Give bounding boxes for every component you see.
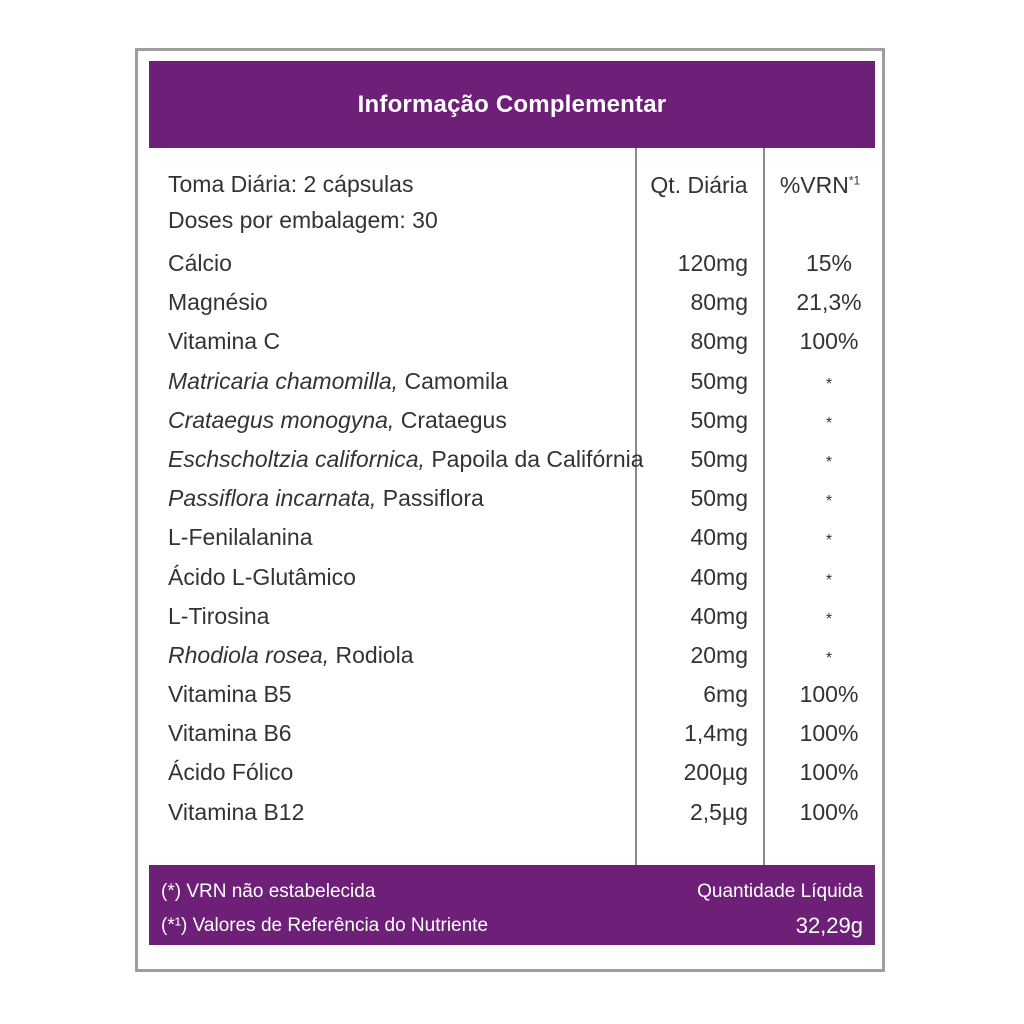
common-name: L-Tirosina	[168, 602, 270, 629]
vrn-percent: *	[825, 610, 833, 628]
common-name: Vitamina B5	[168, 681, 292, 708]
vrn-percent: 100%	[799, 759, 859, 786]
footnote-vrn-not-established: (*) VRN não estabelecida	[161, 881, 376, 902]
nutrient-name	[168, 289, 268, 316]
daily-quantity: 1,4mg	[684, 720, 748, 747]
common-name: Passiflora	[376, 485, 484, 512]
daily-quantity: 40mg	[690, 524, 748, 551]
common-name: Ácido L-Glutâmico	[168, 563, 356, 590]
common-name: Cálcio	[168, 250, 232, 276]
nutrient-name	[168, 681, 292, 708]
table-footer	[149, 865, 875, 945]
nutrient-name	[168, 407, 507, 434]
common-name: Vitamina B6	[168, 720, 292, 747]
nutrient-name	[168, 642, 414, 669]
nutrient-name	[168, 485, 484, 512]
table-row	[0, 677, 1024, 716]
vrn-percent: 100%	[799, 798, 859, 825]
nutrient-rows	[0, 246, 1024, 834]
common-name: Vitamina B12	[168, 798, 305, 825]
daily-quantity: 40mg	[690, 602, 748, 629]
table-row	[0, 285, 1024, 324]
vrn-percent: *	[825, 375, 833, 393]
net-quantity	[697, 875, 863, 943]
common-name: Magnésio	[168, 289, 268, 316]
daily-intake: Toma Diária: 2 cápsulas	[168, 171, 414, 197]
vrn-percent: 100%	[799, 328, 859, 355]
daily-quantity: 2,5µg	[689, 798, 748, 825]
common-name: Crataegus	[394, 406, 507, 433]
latin-name: Eschscholtzia californica,	[168, 445, 425, 472]
table-row	[0, 403, 1024, 442]
table-row	[0, 560, 1024, 599]
latin-name: Crataegus monogyna,	[168, 406, 395, 433]
vrn-percent: *	[825, 414, 833, 432]
daily-quantity: 20mg	[690, 641, 748, 668]
table-row	[0, 324, 1024, 363]
footnotes	[161, 875, 488, 943]
table-row	[0, 755, 1024, 794]
common-name: Papoila da Califórnia	[424, 445, 644, 472]
latin-name: Passiflora incarnata,	[168, 485, 377, 512]
vrn-percent: 15%	[805, 250, 853, 276]
nutrient-name	[168, 368, 508, 395]
daily-quantity: 200µg	[683, 759, 748, 786]
nutrient-name	[168, 564, 356, 591]
vrn-percent: 21,3%	[796, 289, 862, 316]
vrn-percent: *	[825, 453, 833, 471]
nutrient-name	[168, 799, 304, 826]
nutrient-name	[168, 524, 312, 551]
daily-quantity: 50mg	[690, 406, 748, 433]
nutrient-name	[168, 328, 280, 355]
table-row	[0, 599, 1024, 638]
table-row	[0, 638, 1024, 677]
common-name: Vitamina C	[168, 328, 281, 355]
vrn-percent: *	[825, 532, 833, 550]
vrn-percent: *	[825, 493, 833, 511]
vrn-percent: *	[825, 649, 833, 667]
table-row	[0, 481, 1024, 520]
table-row	[0, 442, 1024, 481]
table-row	[0, 716, 1024, 755]
dosage-info	[168, 166, 438, 238]
nutrient-name	[168, 759, 293, 786]
column-header-vrn: %VRN$^{*1}$	[779, 172, 861, 198]
doses-per-pack: Doses por embalagem: 30	[168, 207, 438, 233]
vrn-footnote-mark: *1	[848, 173, 861, 188]
common-name: Camomila	[398, 367, 508, 394]
table-row	[0, 795, 1024, 834]
table-title: Informação Complementar	[357, 90, 667, 118]
common-name: L-Fenilalanina	[168, 524, 313, 551]
table-header	[149, 61, 875, 148]
nutrient-name	[168, 603, 269, 630]
vrn-percent: 100%	[799, 681, 859, 708]
daily-quantity: 80mg	[690, 289, 748, 316]
nutrient-name	[168, 446, 644, 473]
common-name: Ácido Fólico	[168, 759, 294, 786]
table-row	[0, 520, 1024, 559]
daily-quantity: 6mg	[703, 681, 748, 708]
latin-name: Rhodiola rosea,	[168, 641, 330, 668]
vrn-percent: *	[825, 571, 833, 589]
daily-quantity: 80mg	[690, 328, 748, 355]
daily-quantity: 40mg	[690, 563, 748, 590]
daily-quantity: 50mg	[690, 485, 748, 512]
daily-quantity: 50mg	[690, 445, 748, 472]
vrn-percent: 100%	[799, 720, 859, 747]
net-quantity-value: 32,29g	[795, 913, 863, 938]
daily-quantity: 120mg	[677, 250, 748, 276]
nutrient-name	[168, 720, 292, 747]
daily-quantity: 50mg	[690, 367, 748, 394]
common-name: Rodiola	[329, 641, 414, 668]
net-quantity-label: Quantidade Líquida	[697, 881, 863, 902]
column-header-qty: Qt. Diária	[650, 172, 748, 198]
latin-name: Matricaria chamomilla,	[168, 367, 399, 394]
footnote-vrn-definition: (*¹) Valores de Referência do Nutriente	[161, 915, 489, 936]
table-row	[0, 246, 1024, 285]
nutrient-name	[168, 250, 232, 277]
table-row	[0, 364, 1024, 403]
